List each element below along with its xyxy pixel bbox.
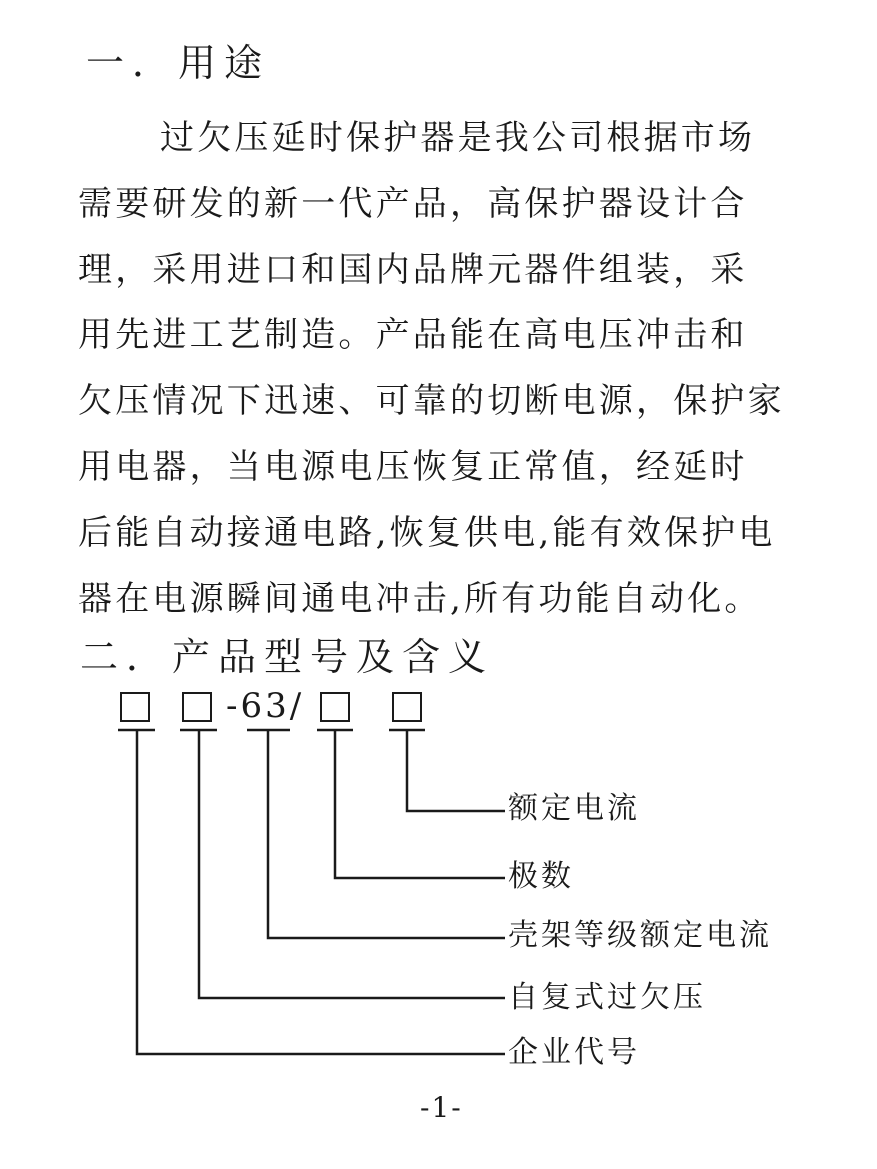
section-2-heading: 二．产品型号及含义 [80,635,495,679]
paragraph-line: 过欠压延时保护器是我公司根据市场 [160,118,756,158]
label-auto-reset: 自复式过欠压 [508,980,706,1015]
leader-company [137,730,505,1054]
section-1-heading: 一．用途 [86,41,271,85]
model-code-text: -63/ [226,686,305,726]
paragraph-line: 理，采用进口和国内品牌元器件组装，采 [78,249,748,290]
paragraph-line: 后能自动接通电路,恢复供电,能有效保护电 [78,512,776,553]
paragraph-line: 器在电源瞬间通电冲击,所有功能自动化。 [78,578,762,619]
paragraph-line: 用先进工艺制造。产品能在高电压冲击和 [78,315,748,356]
leader-poles [335,730,505,878]
leader-frame-current [268,730,505,938]
page-number: -1- [420,1091,463,1124]
label-company-code: 企业代号 [508,1035,640,1070]
paragraph-line: 需要研发的新一代产品，高保护器设计合 [78,183,748,224]
label-frame-current: 壳架等级额定电流 [508,918,772,953]
label-poles: 极数 [508,859,574,894]
leader-rated-current [407,730,505,811]
paragraph-line: 用电器，当电源电压恢复正常值，经延时 [78,446,748,487]
paragraph-line: 欠压情况下迅速、可靠的切断电源，保护家 [78,381,785,422]
leader-auto-reset [199,730,505,998]
label-rated-current: 额定电流 [508,791,640,826]
